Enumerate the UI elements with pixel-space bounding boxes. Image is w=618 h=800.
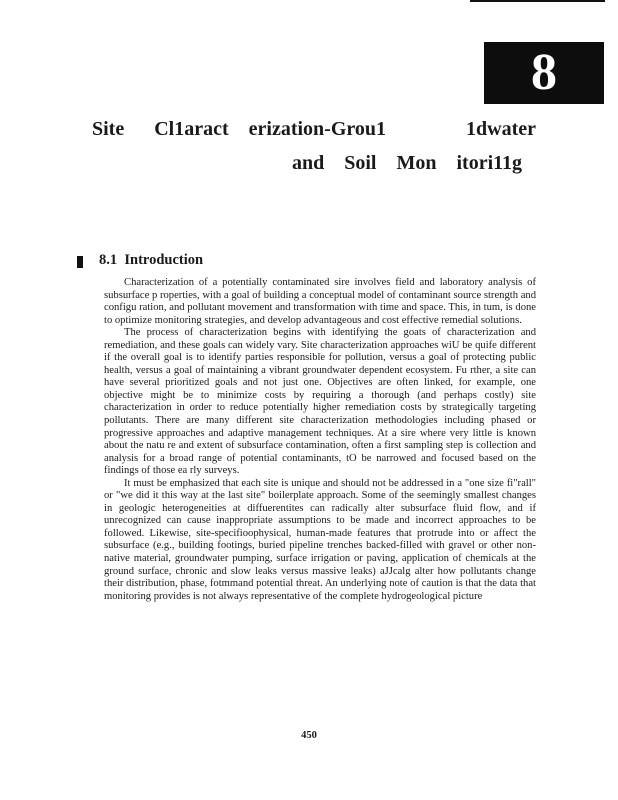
body-text (104, 277, 536, 603)
paragraph-1: Characterization of a potentially contaminated sire involves field and laboratory analysis of subsurface p roperties, with a goal of building a conceptual model of contaminant source strength and configu ration, and pollutant movement and transformation with time and space. This, in tum, is done to optimize monitoring strategies, and develop advantageous and cost effective remedial solutions. (104, 277, 536, 326)
chapter-number: 8 (531, 44, 557, 101)
top-rule (470, 0, 605, 2)
section-bullet-marker (77, 256, 83, 268)
chapter-number-box (484, 42, 604, 104)
section-title: Introduction (124, 252, 204, 268)
chapter-title-line-1: Site Cl1aract erization-Grou1 1dwater (92, 118, 536, 140)
section-number: 8.1 (99, 252, 118, 268)
paragraph-3: It must be emphasized that each site is unique and should not be addressed in a "one size fi"rall" or "we did it this way at the last site" boilerplate approach. Some of the seemingly smallest changes in geologic heterogeneities at diffuerentites can radically alter subsurface fluid flow, and if unrecognized can cause inappropriate assumptions to be made and incorrect approaches to be followed. Likewise, site-specifioophysical, human-made features that protrude into or affect the subsurface (e.g., building footings, buried pipeline trenches backed-filled with gravel or other non-native material, groundwater pumping, surface irrigation or paving, application of chemicals at the ground surface, chronic and slow leaks versus massive leaks) aJJcalg alter how pollutants change their distribution, phase, fotmmand potential threat. An underlying note of caution is that the data that monitoring provides is not always representative of the complete hydrogeological picture (104, 477, 536, 602)
paragraph-2: The process of characterization begins with identifying the goats of characterization and remediation, and these goals can widely vary. Site characterization approaches wiU be quife different if the overall goal is to identify parties responsible for pollution, versus a goal of protecting public health, versus a goal of maintaining a vibrant groundwater dependent ecosystem. Fu rther, a site can have several prioritized goals and not just one. Objectives are often linked, for example, one objective might be to minimize costs by requiring a thorough (and perhaps costly) site characterization in order to reduce potentially higher remediation costs by strategically targeting pollutants. There are many different site characterization methodologies including phased or progressive approaches and adaptive management techniques. At a sire where very little is known about the natu re and extent of subsurface contamination, often a first sampling step is collection and analysis for a broad range of potential contaminants, tO be narrowed and focused based on the findings of those ea rly surveys. (104, 327, 536, 477)
page-number: 450 (301, 730, 317, 741)
section-heading (99, 252, 203, 269)
chapter-title-line-2: and Soil Mon itori11g (292, 152, 523, 174)
